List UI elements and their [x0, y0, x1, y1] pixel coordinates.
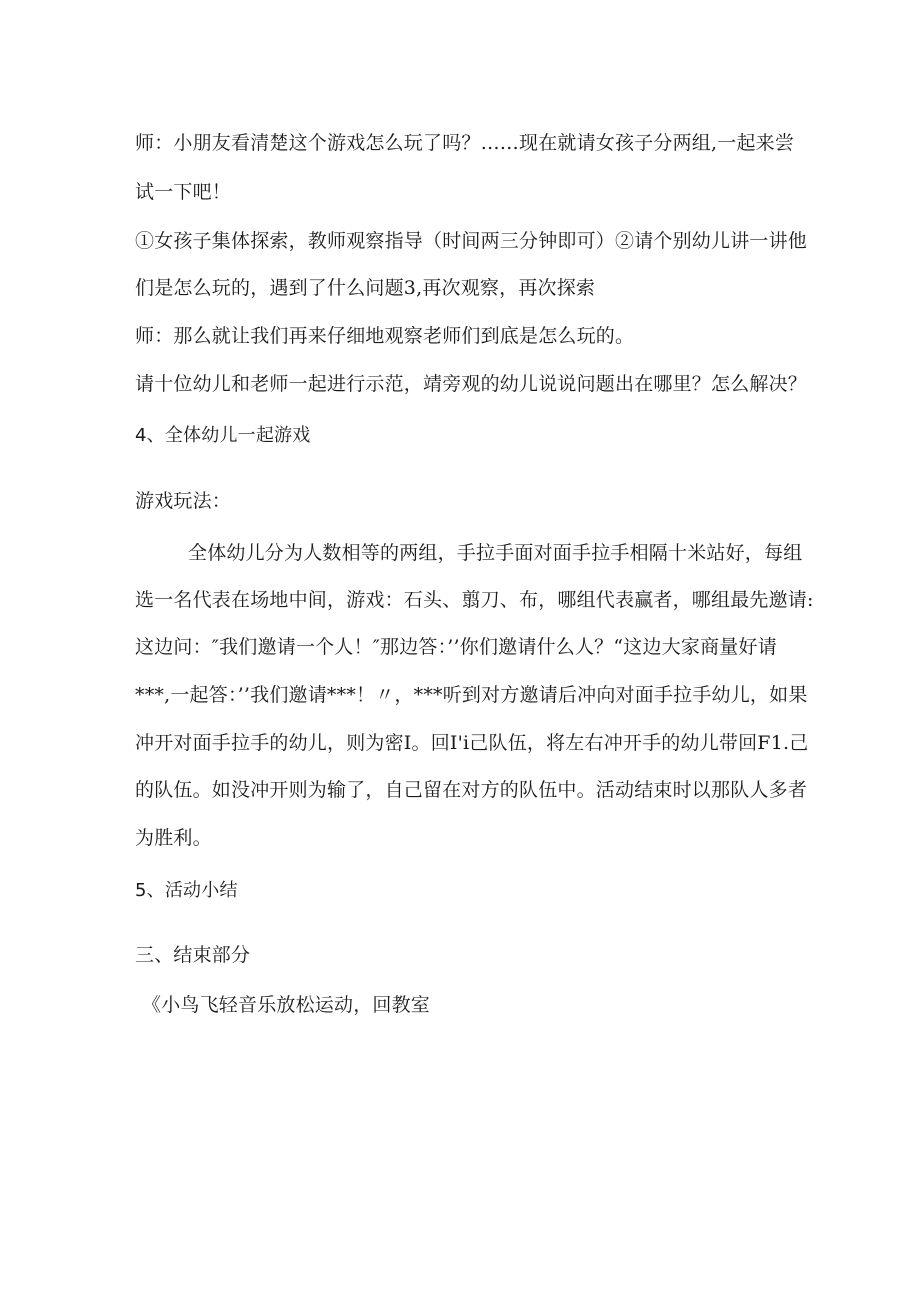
text-line-13: 冲开对面手拉手的幼儿，则为密I。回I'i己队伍，将左右冲开手的幼儿带回F1.己	[135, 732, 809, 754]
text-line-6: 请十位幼儿和老师一起进行示范，靖旁观的幼儿说说问题出在哪里？怎么解决？	[135, 373, 808, 395]
text-line-10: 选一名代表在场地中间，游戏：石头、翦刀、布，哪组代表赢者，哪组最先邀请:	[135, 589, 814, 611]
text-line-5: 师：那么就让我们再来仔细地观察老师们到底是怎么玩的。	[135, 325, 635, 347]
text-line-14: 的队伍。如没冲开则为输了，自己留在对方的队伍中。活动结束时以那队人多者	[135, 779, 808, 801]
section-heading-5: 5、活动小结	[135, 880, 238, 901]
text-line-closing: 《小鸟飞轻音乐放松运动，回教室	[142, 994, 431, 1016]
text-line-3: ①女孩子集体探索，教师观察指导（时间两三分钟即可）②请个别幼儿讲一讲他	[135, 230, 808, 252]
text-line-4: 们是怎么玩的，遇到了什么问题3,再次观察，再次探索	[135, 277, 596, 299]
text-line-2: 试一下吧！	[135, 181, 232, 203]
text-line-11: 这边问：″我们邀请一个人！″那边答：’’你们邀请什么人？“这边大家商量好请	[135, 636, 777, 658]
text-line-game-rules-label: 游戏玩法：	[135, 490, 232, 512]
text-line-9: 全体幼儿分为人数相等的两组，手拉手面对面手拉手相隔十米站好，每组	[188, 542, 803, 564]
text-line-1: 师：小朋友看清楚这个游戏怎么玩了吗？……现在就请女孩子分两组,一起来尝	[135, 132, 795, 154]
section-heading-4: 4、全体幼儿一起游戏	[135, 425, 311, 446]
text-line-15: 为胜利。	[135, 827, 212, 849]
text-line-12: ***,一起答：’’我们邀请***！〃，***听到对方邀请后冲向对面手拉手幼儿，如果	[135, 684, 808, 706]
section-heading-three: 三、结束部分	[135, 944, 251, 966]
